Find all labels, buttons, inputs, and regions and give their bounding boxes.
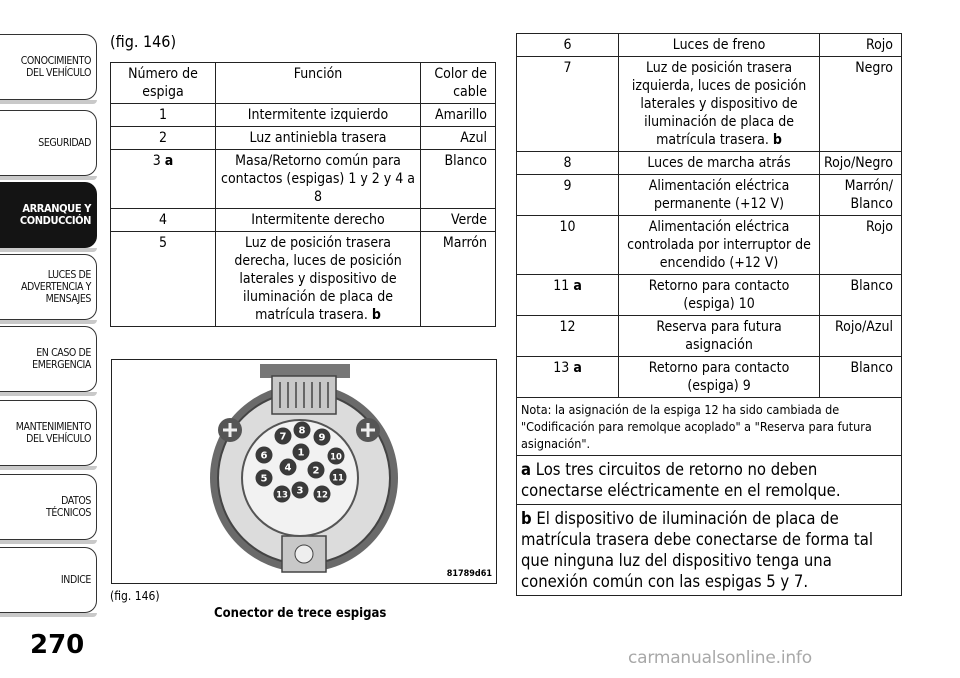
pin-label-5: 5 [260,473,268,485]
mounting-screw-left [218,418,242,442]
footnote-mark-a: a [573,360,582,376]
page-number: 270 [30,630,85,660]
connector-diagram [112,360,496,583]
pin-function: Intermitente izquierdo [216,104,421,127]
footnote-mark-a: a [164,153,174,169]
mounting-screw-right [356,418,380,442]
table-row [111,104,496,127]
table-row [517,275,902,316]
table-row [517,357,902,398]
pin-label-9: 9 [318,432,326,444]
pin-number: 2 [158,130,167,146]
pin-label-3: 3 [296,485,304,497]
pin-function: Reserva para futura asignación [619,316,820,357]
pin-number: 9 [563,178,572,194]
tab-luces-advertencia[interactable]: LUCES DE ADVERTENCIA Y MENSAJES [0,254,97,320]
pin-number: 12 [559,319,576,335]
wire-color: Rojo [819,216,901,275]
pin-function: Luz de posición trasera derecha, luces de posición laterales y dispositivo de iluminación de placa de matrícula trasera. [234,235,402,323]
table-row [111,232,496,327]
tab-indice[interactable]: INDICE [0,547,97,613]
pin-label-8: 8 [298,425,306,437]
footnote-mark-b: b [521,509,532,528]
footnote-mark-b: b [371,307,381,323]
table-row [517,175,902,216]
pin-label-13: 13 [276,490,288,501]
pin-number: 1 [158,107,167,123]
pin-label-1: 1 [297,447,305,459]
figure-label: (fig. 146) [110,589,160,603]
pin-label-12: 12 [316,490,328,501]
assignment-note: Nota: la asignación de la espiga 12 ha sido cambiada de "Codificación para remolque acoplado" a "Reserva para futura asignación". [517,398,902,456]
footnote-mark-b: b [772,132,782,148]
pin-number: 13 [553,360,570,376]
wire-color: Amarillo [421,104,496,127]
table-row [517,316,902,357]
pin-label-6: 6 [260,450,268,462]
wire-color: Rojo [819,34,901,57]
footnote-b-text: El dispositivo de iluminación de placa de matrícula trasera debe conectarse de forma tal que ninguna luz del dispositivo tenga una conexión común con las espigas 5 y 7. [521,509,873,591]
tab-conocimiento[interactable]: CONOCIMIENTO DEL VEHÍCULO [0,34,97,100]
table-row [517,34,902,57]
pin-number: 6 [563,37,572,53]
wire-color: Blanco [819,275,901,316]
pin-number: 10 [559,219,576,235]
tab-emergencia[interactable]: EN CASO DE EMERGENCIA [0,326,97,392]
table-row [517,216,902,275]
figure-code: 81789d61 [446,569,492,579]
pin-function: Retorno para contacto (espiga) 10 [619,275,820,316]
wire-color: Marrón [421,232,496,327]
pin-number: 11 [553,278,570,294]
wire-color: Blanco [819,357,901,398]
footnote-row [517,456,902,505]
pin-function: Masa/Retorno común para contactos (espigas) 1 y 2 y 4 a 8 [216,150,421,209]
chapter-tabs [0,0,100,678]
table-header-row [111,63,496,104]
pin-function: Luz de posición trasera izquierda, luces de posición laterales y dispositivo de iluminación de placa de matrícula trasera. [631,60,807,148]
wire-color: Rojo/Negro [819,152,901,175]
footnote-a-text: Los tres circuitos de retorno no deben conectarse eléctricamente en el remolque. [521,460,841,500]
footnote-mark-a: a [521,460,532,479]
table-row [517,57,902,152]
wire-color: Negro [819,57,901,152]
pin-function: Alimentación eléctrica controlada por interruptor de encendido (+12 V) [619,216,820,275]
pin-function: Luces de freno [619,34,820,57]
tab-mantenimiento[interactable]: MANTENIMIENTO DEL VEHÍCULO [0,400,97,466]
pin-function: Alimentación eléctrica permanente (+12 V) [619,175,820,216]
footnote-mark-a: a [573,278,582,294]
wire-color: Marrón/ Blanco [819,175,901,216]
pin-number: 4 [158,212,167,228]
pin-function: Luz antiniebla trasera [216,127,421,150]
pin-function: Retorno para contacto (espiga) 9 [619,357,820,398]
pin-function: Luces de marcha atrás [619,152,820,175]
table-row [517,152,902,175]
pin-table-right [516,33,902,596]
pin-label-4: 4 [284,462,292,474]
pin-number: 3 [152,153,161,169]
pin-label-7: 7 [279,431,287,443]
figure-reference: (fig. 146) [110,32,177,51]
wire-color: Azul [421,127,496,150]
footnote-row [517,505,902,596]
pin-function: Intermitente derecho [216,209,421,232]
header-function: Función [216,63,421,104]
tab-seguridad[interactable]: SEGURIDAD [0,110,97,176]
figure-caption: Conector de trece espigas [214,606,387,621]
header-color: Color de cable [421,63,496,104]
pin-label-10: 10 [330,452,342,463]
connector-figure [111,359,497,584]
watermark: carmanualsonline.info [628,648,812,668]
table-row [111,150,496,209]
pin-number: 8 [563,155,572,171]
pin-number: 7 [563,60,572,76]
wire-color: Verde [421,209,496,232]
pin-number: 5 [158,235,167,251]
pin-label-11: 11 [332,473,344,484]
header-pin: Número de espiga [111,63,216,104]
note-row [517,398,902,456]
wire-color: Rojo/Azul [819,316,901,357]
pin-table-left [110,62,496,327]
tab-datos-tecnicos[interactable]: DATOS TÉCNICOS [0,474,97,540]
table-row [111,209,496,232]
table-row [111,127,496,150]
pin-label-2: 2 [312,465,320,477]
tab-arranque-active[interactable]: ARRANQUE Y CONDUCCIÓN [0,182,97,248]
wire-color: Blanco [421,150,496,209]
